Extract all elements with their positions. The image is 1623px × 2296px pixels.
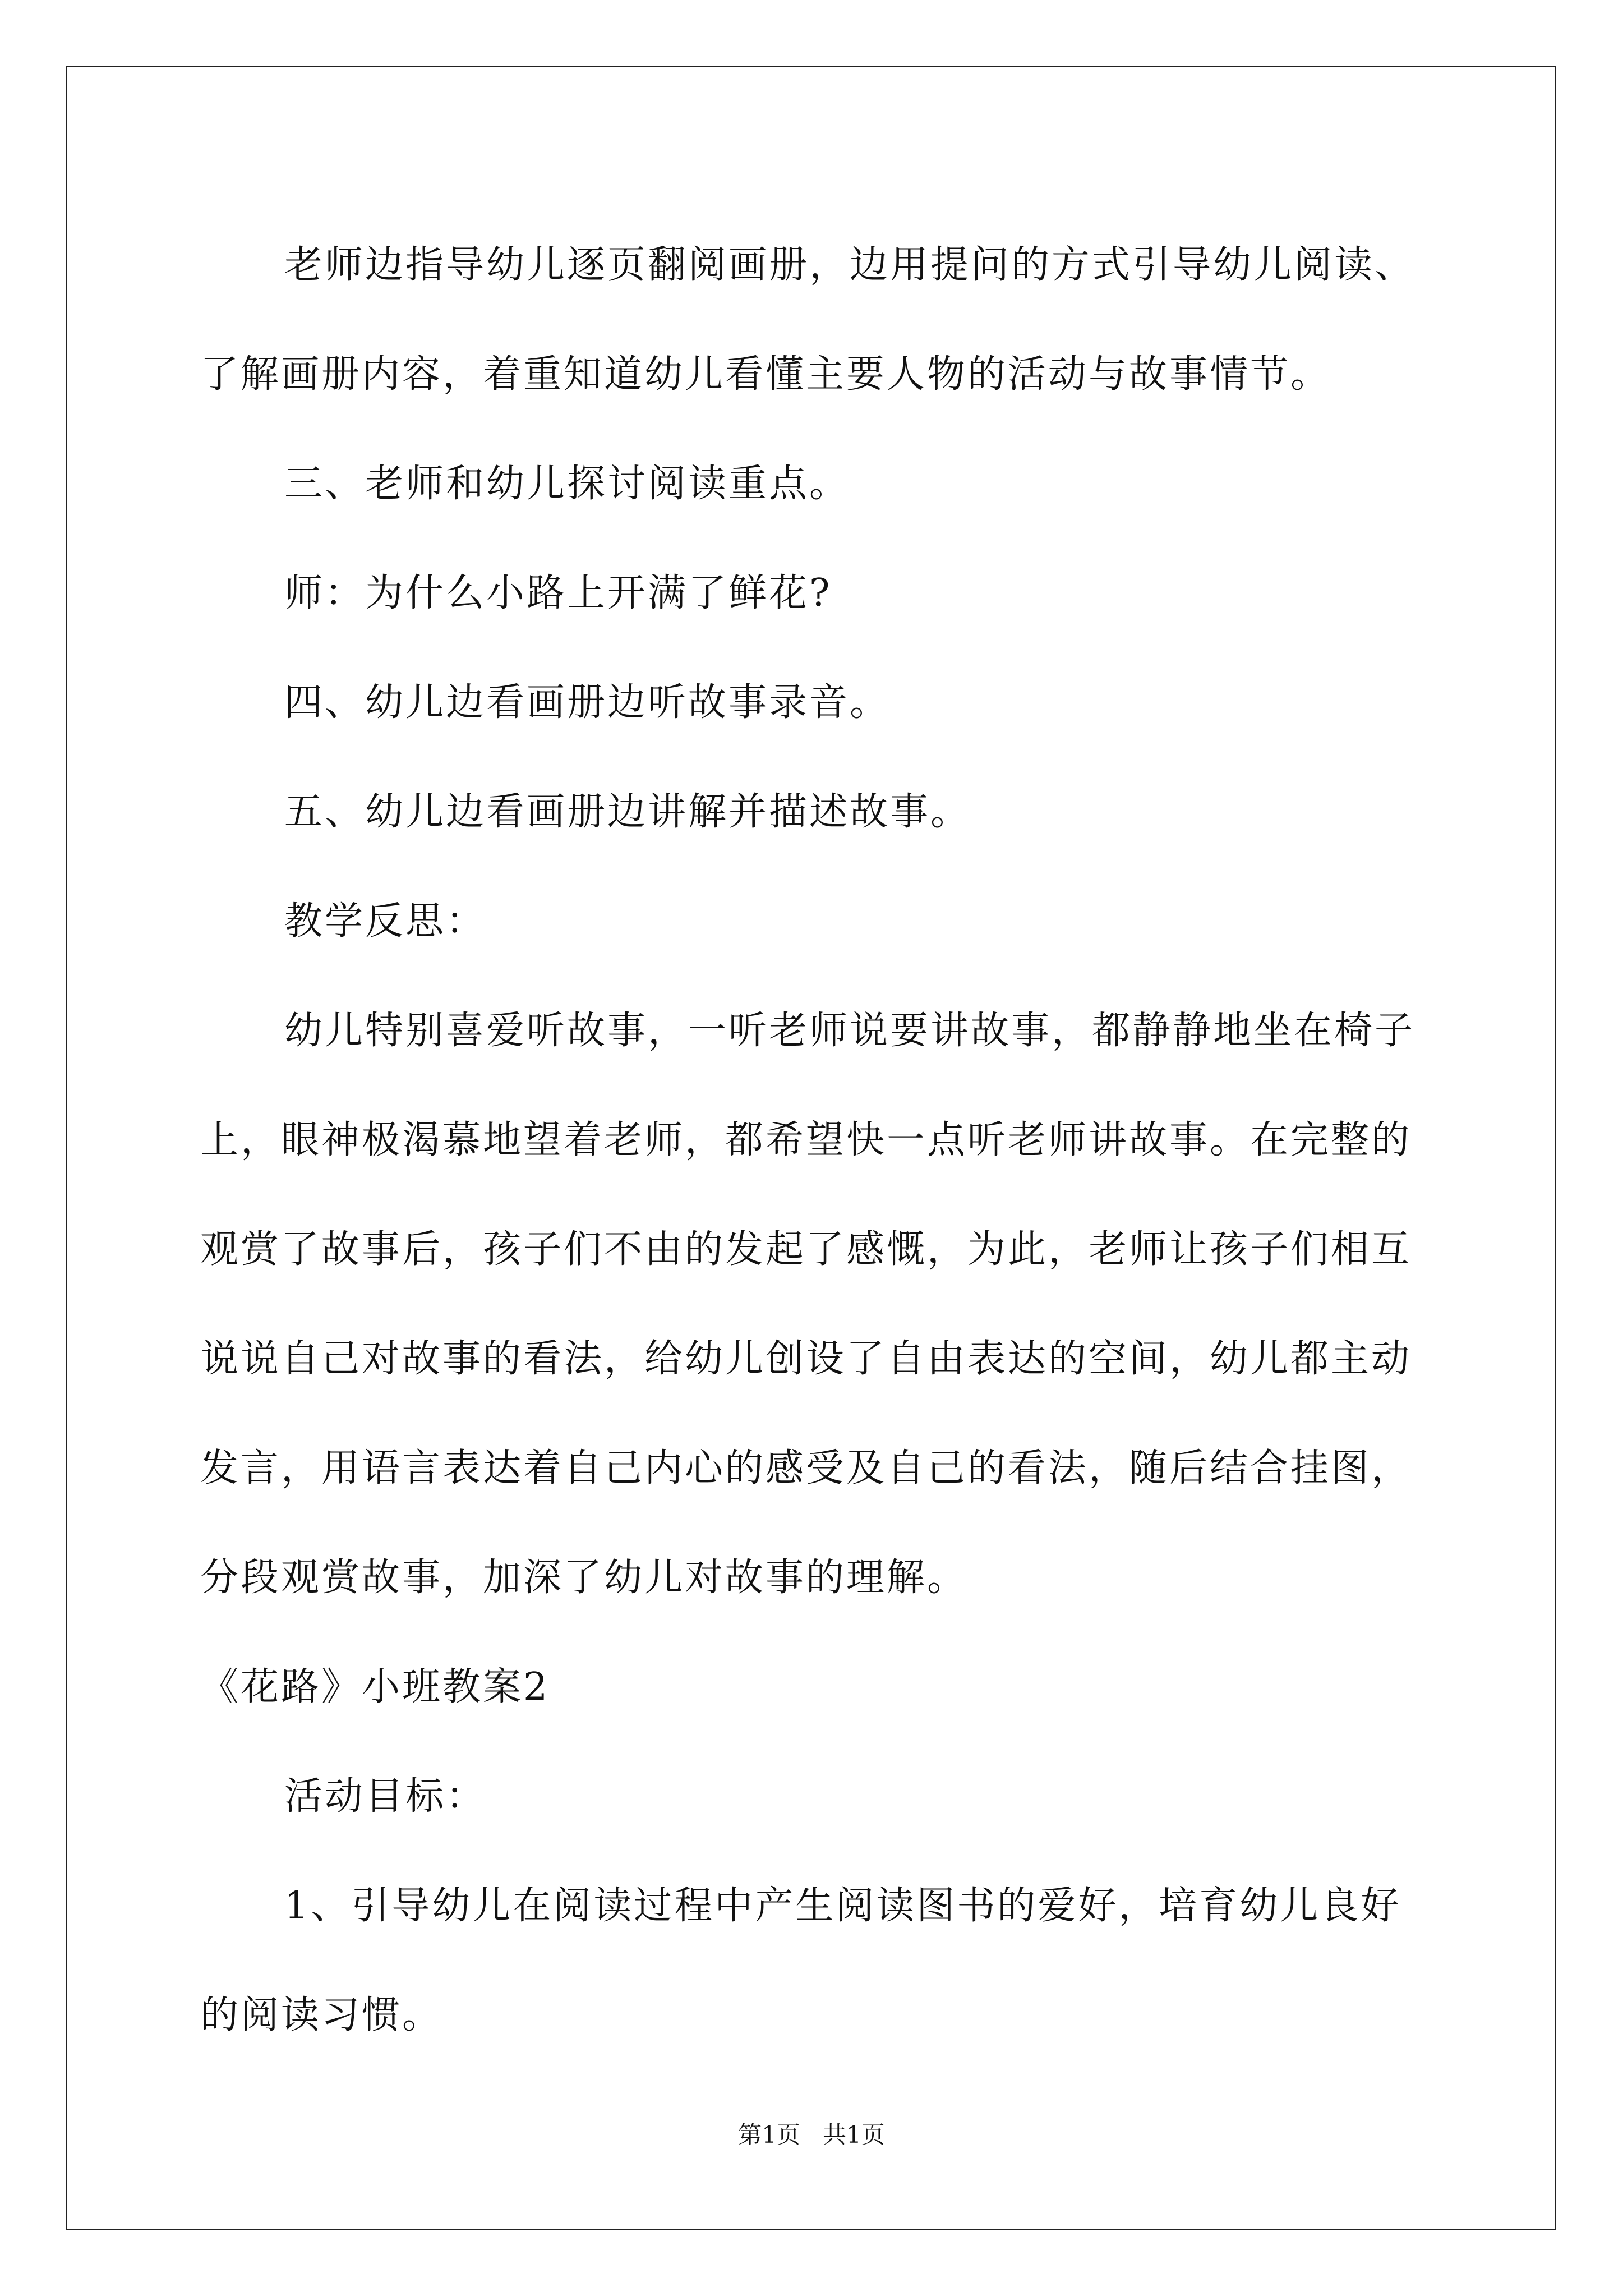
paragraph-step-three: 三、老师和幼儿探讨阅读重点。 (284, 462, 850, 506)
paragraph-step-four: 四、幼儿边看画册边听故事录音。 (284, 680, 891, 725)
page-number-current: 第1页 (738, 2121, 800, 2148)
document-body (200, 210, 1434, 2070)
paragraph-goal-one: 1、引导幼儿在阅读过程中产生阅读图书的爱好，培育幼儿良好的阅读习惯。 (200, 1884, 1401, 2037)
paragraph-teacher-question: 师：为什么小路上开满了鲜花? (284, 571, 832, 615)
page-number-total: 共1页 (823, 2121, 885, 2148)
paragraph-guided-reading: 老师边指导幼儿逐页翻阅画册，边用提问的方式引导幼儿阅读、了解画册内容，着重知道幼儿看懂主要人物的活动与故事情节。 (200, 243, 1415, 397)
heading-teaching-reflection: 教学反思： (284, 899, 487, 944)
page-footer (0, 2118, 1623, 2152)
section-title-lesson-plan-2: 《花路》小班教案2 (200, 1665, 550, 1709)
heading-activity-goals: 活动目标： (284, 1774, 487, 1819)
paragraph-step-five: 五、幼儿边看画册边讲解并描述故事。 (284, 790, 971, 834)
paragraph-reflection: 幼儿特别喜爱听故事，一听老师说要讲故事，都静静地坐在椅子上，眼神极渴慕地望着老师，都希望快一点听老师讲故事。在完整的观赏了故事后，孩子们不由的发起了感慨，为此，老师让孩子们相互说说自己对故事的看法，给幼儿创设了自由表达的空间，幼儿都主动发言，用语言表达着自己内心的感受及自己的看法，随后结合挂图，分段观赏故事，加深了幼儿对故事的理解。 (200, 1009, 1415, 1600)
